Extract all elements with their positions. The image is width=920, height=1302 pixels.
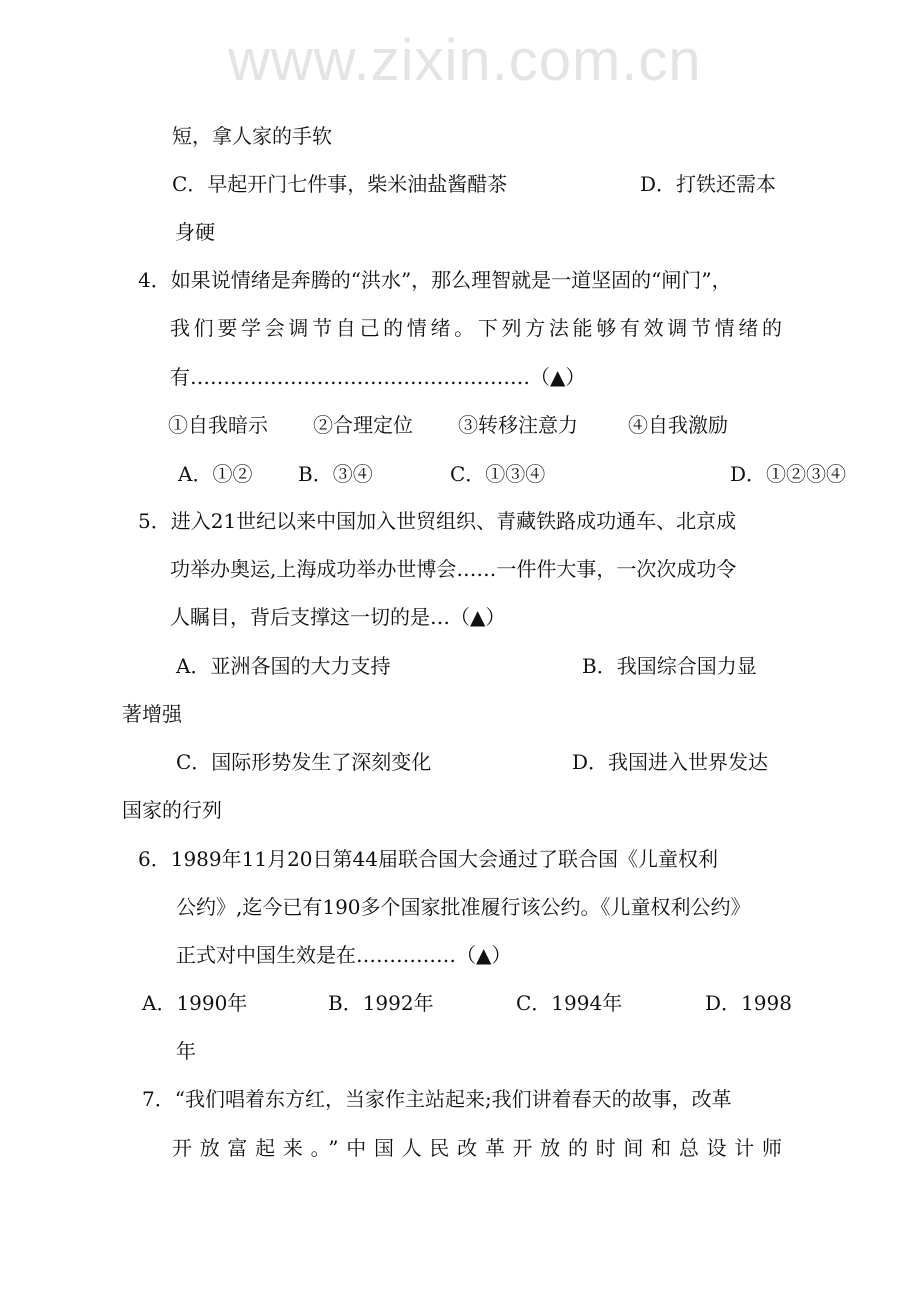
q4-item-3: ③转移注意力 — [458, 413, 578, 437]
q6-option-b: B．1992年 — [328, 991, 434, 1015]
q5-option-a: A．亚洲各国的大力支持 — [176, 654, 391, 678]
q5-option-c: C．国际形势发生了深刻变化 — [176, 750, 432, 774]
q4-option-c: C．①③④ — [450, 462, 546, 486]
q3-option-b-continuation: 短，拿人家的手软 — [172, 124, 332, 148]
q3-option-d-continuation: 身硬 — [175, 220, 215, 244]
q5-stem-line2: 功举办奥运,上海成功举办世博会……一件件大事，一次次成功令 — [170, 557, 737, 581]
q4-stem-line2: 我们要学会调节自己的情绪。下列方法能够有效调节情绪的 — [170, 316, 782, 340]
q6-stem-line1: 6．1989年11月20日第44届联合国大会通过了联合国《儿童权利 — [138, 847, 718, 871]
q4-option-d: D．①②③④ — [730, 462, 847, 486]
q5-option-d-continuation: 国家的行列 — [122, 798, 222, 822]
q6-option-d: D．1998 — [705, 991, 792, 1015]
q5-stem-line1: 5．进入21世纪以来中国加入世贸组织、青藏铁路成功通车、北京成 — [138, 509, 737, 533]
q4-option-b: B．③④ — [298, 462, 373, 486]
q4-stem-line1: 4．如果说情绪是奔腾的“洪水”，那么理智就是一道坚固的“闸门”， — [138, 268, 732, 292]
q3-option-c: C．早起开门七件事，柴米油盐酱醋茶 — [172, 172, 508, 196]
q6-stem-line3: 正式对中国生效是在……………（▲） — [176, 943, 512, 967]
q5-option-b-continuation: 著增强 — [122, 702, 182, 726]
q6-stem-line2: 公约》,迄今已有190多个国家批准履行该公约。《儿童权利公约》 — [176, 895, 751, 919]
q6-option-a: A．1990年 — [142, 991, 248, 1015]
q4-item-2: ②合理定位 — [313, 413, 413, 437]
q6-option-d-continuation: 年 — [176, 1039, 196, 1063]
q4-item-4: ④自我激励 — [628, 413, 728, 437]
watermark: www.zixin.com.cn — [228, 28, 702, 93]
q5-option-d: D．我国进入世界发达 — [572, 750, 769, 774]
q5-stem-line3: 人瞩目，背后支撑这一切的是…（▲） — [170, 605, 506, 629]
q4-stem-line3: 有……………………………………………（▲） — [170, 365, 586, 389]
q7-stem-line2: 开放富起来。”中国人民改革开放的时间和总设计师 — [172, 1136, 782, 1160]
q5-option-b: B．我国综合国力显 — [582, 654, 757, 678]
q4-option-a: A．①② — [178, 462, 253, 486]
q3-option-d: D．打铁还需本 — [640, 172, 777, 196]
q7-stem-line1: 7．“我们唱着东方红，当家作主站起来;我们讲着春天的故事，改革 — [142, 1087, 732, 1111]
q6-option-c: C．1994年 — [516, 991, 623, 1015]
q4-item-1: ①自我暗示 — [168, 413, 268, 437]
